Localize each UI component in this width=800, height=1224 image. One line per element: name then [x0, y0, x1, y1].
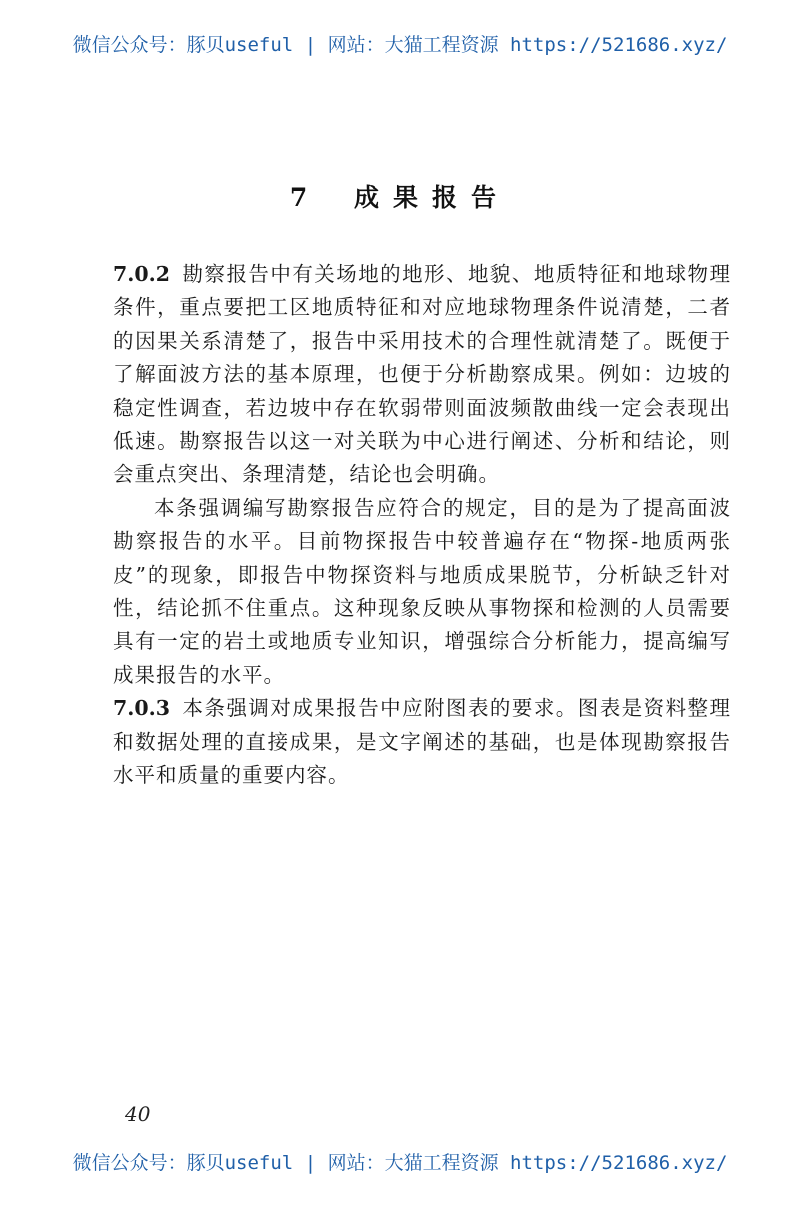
watermark-website: 网站：大猫工程资源 https://521686.xyz/ [327, 34, 728, 56]
clause-text: 勘察报告中有关场地的地形、地貌、地质特征和地球物理条件，重点要把工区地质特征和对应地球物理条件说清楚，二者的因果关系清楚了，报告中采用技术的合理性就清楚了。既便于了解面波方法的基本原理，也便于分析勘察成果。例如：边坡的稳定性调查，若边坡中存在软弱带则面波频散曲线一定会表现出低速。勘察报告以这一对关联为中心进行阐述、分析和结论，则会重点突出、条理清楚，结论也会明确。 [113, 262, 731, 487]
watermark-footer [0, 1148, 800, 1175]
watermark-separator: | [304, 34, 317, 56]
watermark-header [0, 30, 800, 57]
clause-number: 7.0.2 [113, 262, 171, 286]
clause-7-0-2-explanation: 本条强调编写勘察报告应符合的规定，目的是为了提高面波勘察报告的水平。目前物探报告中较普遍存在“物探-地质两张皮”的现象，即报告中物探资料与地质成果脱节，分析缺乏针对性，结论抓不住重点。这种现象反映从事物探和检测的人员需要具有一定的岩土或地质专业知识，增强综合分析能力，提高编写成果报告的水平。 [113, 495, 731, 687]
chapter-title [0, 178, 800, 214]
clause-7-0-3 [113, 692, 731, 792]
chapter-title-text: 成果报告 [354, 183, 511, 212]
watermark-website: 网站：大猫工程资源 https://521686.xyz/ [327, 1152, 728, 1174]
page-body [113, 258, 731, 793]
watermark-wechat: 微信公众号：豚贝useful [72, 34, 294, 56]
watermark-wechat: 微信公众号：豚贝useful [72, 1152, 294, 1174]
page-number: 40 [125, 1102, 151, 1126]
clause-text: 本条强调对成果报告中应附图表的要求。图表是资料整理和数据处理的直接成果，是文字阐述的基础，也是体现勘察报告水平和质量的重要内容。 [113, 696, 731, 788]
clause-7-0-2 [113, 258, 731, 492]
clause-number: 7.0.3 [113, 696, 171, 721]
chapter-number: 7 [289, 183, 322, 212]
watermark-separator: | [304, 1152, 317, 1174]
